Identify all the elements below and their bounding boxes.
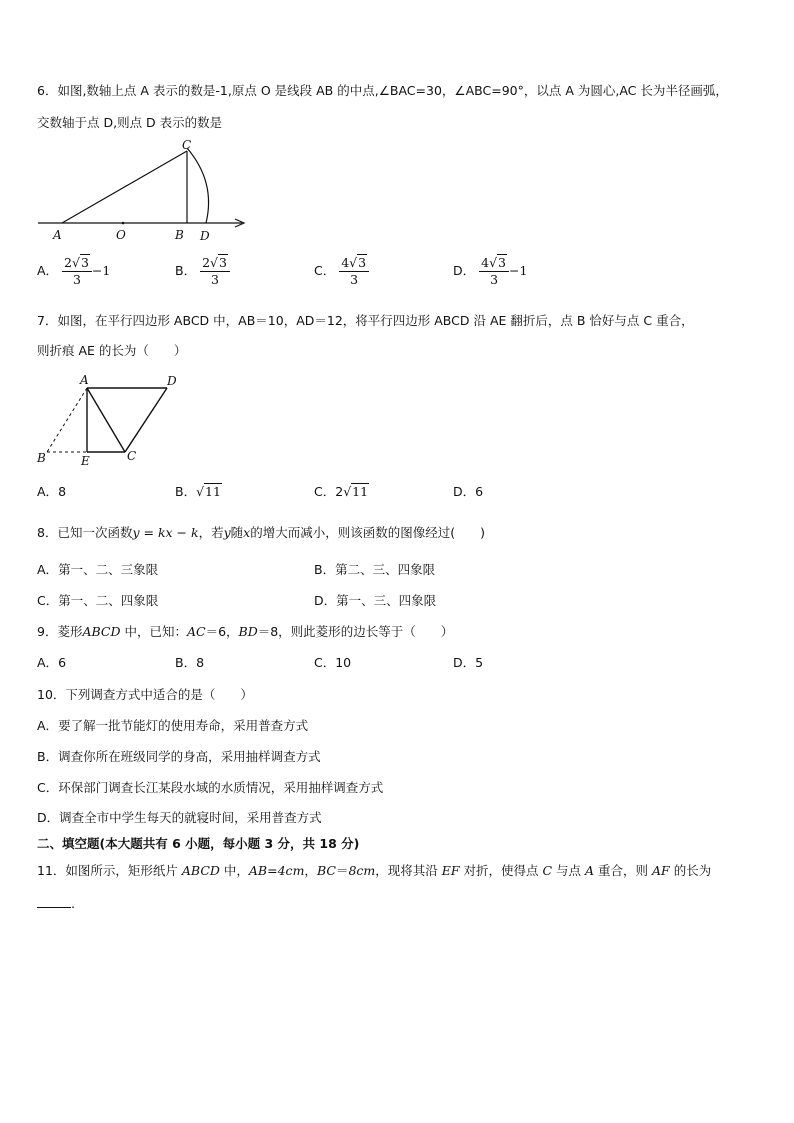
q6-figure	[30, 136, 260, 244]
q6-option-c-fraction: $\frac{4√3}{3}$	[339, 255, 369, 288]
q10-stem: 10．下列调查方式中适合的是（ ）	[37, 687, 253, 702]
q7-label-e: E	[81, 454, 90, 468]
q7-segment-dc	[125, 388, 167, 452]
q7-label-b: B	[37, 451, 46, 465]
q7-stem-line1: 7．如图，在平行四边形 ABCD 中，AB＝10，AD＝12，将平行四边形 ABCD 沿 AE 翻折后，点 B 恰好与点 C 重合，	[37, 313, 694, 328]
q7-segment-ac	[87, 388, 125, 452]
q8-option-b[interactable]: B．第二、三、四象限	[314, 562, 436, 577]
q8-stem: 8．已知一次函数y = kx − k，若y随x的增大而减小，则该函数的图像经过( )	[37, 525, 485, 540]
q10-option-b[interactable]: B．调查你所在班级同学的身高，采用抽样调查方式	[37, 749, 321, 764]
q6-label-b: B	[175, 228, 184, 242]
q10-option-a[interactable]: A．要了解一批节能灯的使用寿命，采用普查方式	[37, 718, 309, 733]
q6-label-o: O	[116, 228, 126, 242]
q7-option-d[interactable]: D．6	[453, 484, 484, 499]
q6-stem-line1: 6．如图,数轴上点 A 表示的数是-1,原点 O 是线段 AB 的中点,∠BAC=30，∠ABC=90°，以点 A 为圆心,AC 长为半径画弧，	[37, 83, 728, 98]
q6-arc-cd	[187, 148, 209, 223]
q7-option-a[interactable]: A．8	[37, 484, 67, 499]
q6-origin-dot	[122, 222, 125, 225]
q6-option-d-fraction: $\frac{4√3}{3}$	[479, 255, 509, 288]
q6-option-a-fraction: $\frac{2√3}{3}$	[62, 255, 92, 288]
q7-stem-line2: 则折痕 AE 的长为（ ）	[37, 343, 187, 358]
q11-answer-line[interactable]: .	[37, 895, 75, 913]
q7-figure	[30, 368, 190, 468]
q10-option-d[interactable]: D．调查全市中学生每天的就寝时间，采用普查方式	[37, 810, 322, 825]
q6-segment-ac	[62, 151, 187, 223]
q9-option-b[interactable]: B．8	[175, 655, 205, 670]
q6-label-a: A	[53, 228, 62, 242]
q7-segment-ab-dashed	[47, 388, 87, 452]
q8-formula: y = kx − k	[132, 525, 199, 540]
q8-option-c[interactable]: C．第一、二、四象限	[37, 593, 159, 608]
q7-label-c: C	[127, 449, 137, 463]
q6-label-d: D	[200, 229, 210, 243]
q6-label-c: C	[182, 138, 192, 152]
q6-option-b-fraction: $\frac{2√3}{3}$	[200, 255, 230, 288]
q10-option-c[interactable]: C．环保部门调查长江某段水域的水质情况，采用抽样调查方式	[37, 780, 384, 795]
q9-option-a[interactable]: A．6	[37, 655, 67, 670]
q11-answer-blank[interactable]	[37, 895, 71, 908]
q7-label-d: D	[167, 374, 177, 388]
q7-label-a: A	[80, 373, 89, 387]
q6-option-d[interactable]: D． $\frac{4√3}{3}$ −1	[453, 255, 528, 287]
q6-option-c[interactable]: C． $\frac{4√3}{3}$	[314, 255, 369, 288]
q6-option-a[interactable]: A． $\frac{2√3}{3}$ −1	[37, 255, 111, 287]
q11-stem: 11．如图所示，矩形纸片 ABCD 中，AB=4cm，BC＝8cm，现将其沿 EF 对折，使得点 C 与点 A 重合，则 AF 的长为	[37, 863, 712, 878]
q9-stem: 9．菱形ABCD 中，已知：AC＝6，BD＝8，则此菱形的边长等于（ ）	[37, 624, 454, 639]
q8-option-a[interactable]: A．第一、二、三象限	[37, 562, 159, 577]
q9-option-d[interactable]: D．5	[453, 655, 484, 670]
q8-option-d[interactable]: D．第一、三、四象限	[314, 593, 437, 608]
q7-option-b[interactable]: B．√11	[175, 484, 221, 499]
q7-option-c[interactable]: C．2√11	[314, 484, 369, 499]
q9-option-c[interactable]: C．10	[314, 655, 352, 670]
q6-stem-line2: 交数轴于点 D,则点 D 表示的数是	[37, 115, 223, 130]
section-heading-fill-in: 二、填空题(本大题共有 6 小题，每小题 3 分，共 18 分)	[37, 836, 360, 851]
q6-option-b[interactable]: B． $\frac{2√3}{3}$	[175, 255, 230, 288]
